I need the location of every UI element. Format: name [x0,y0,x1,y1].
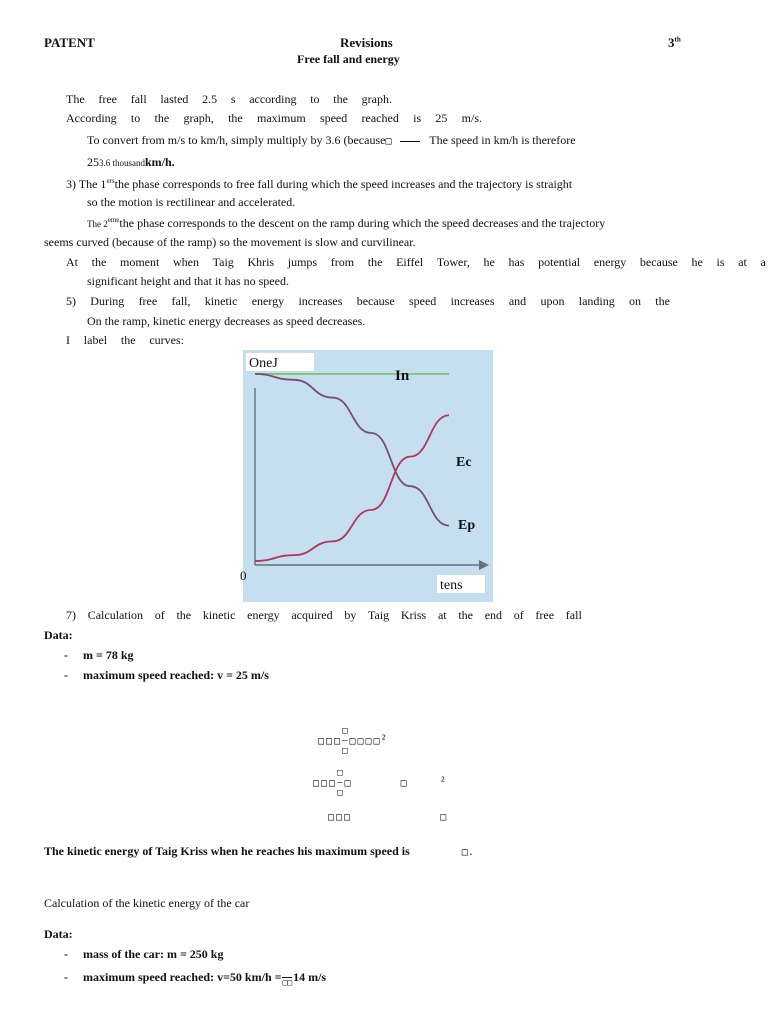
word: on [629,294,642,308]
word: increases [450,294,495,308]
word: the [458,608,473,622]
word: to [130,111,141,125]
word: of [513,608,524,622]
word: speed [408,294,437,308]
word: by [344,608,357,622]
word: because [639,255,678,269]
word: 2.5 [202,92,218,106]
word: the [333,92,348,106]
word: according [249,92,297,106]
word: During [90,294,125,308]
data-heading-2: Data: [44,927,73,941]
header-left: PATENT [44,35,95,50]
word: energy [251,294,285,308]
word: increases [298,294,343,308]
word: he [691,255,703,269]
word: Taig [212,255,234,269]
word: curves: [149,333,184,347]
word: energy [247,608,280,622]
bullet-mass: - m = 78 kg [64,648,134,662]
header-center: Revisions [340,35,393,50]
word: at [437,608,447,622]
word: potential [538,255,581,269]
conclusion-text: The kinetic energy of Taig Kriss when he reaches his maximum speed is □. [44,844,474,858]
word: kinetic [202,608,236,622]
word: a [760,255,766,269]
word: Taig [368,608,390,622]
word: free [98,92,118,106]
word: fall [130,92,147,106]
bullet-speed: - maximum speed reached: v = 25 m/s [64,668,269,682]
word: fall [565,608,582,622]
word: is [716,255,725,269]
word: jumps [287,255,318,269]
equation-line-2: □□□□ — □□ □ $^2$ [313,768,447,798]
word: free [535,608,555,622]
word: The [66,92,85,106]
word: upon [540,294,565,308]
word: he [483,255,495,269]
word: Kriss [400,608,427,622]
header-right: 3th [668,35,681,50]
word: label [83,333,108,347]
word: graph, [183,111,214,125]
word: the [228,111,243,125]
line-8: seems curved (because of the ramp) so the movement is slow and curvilinear. [44,235,416,249]
line-3: To convert from m/s to km/h, simply multiply by 3.6 (because□ The speed in km/h is therefore [87,133,576,147]
line-1 [66,92,392,107]
chart-xlabel: tens [440,578,463,593]
line-5: 3) The 1ersthe phase corresponds to free fall during which the speed increases and the trajectory is straight [66,177,573,191]
line-14 [66,608,582,623]
chart-background [243,350,493,602]
word: s [230,92,236,106]
word: kinetic [204,294,238,308]
word: the [120,333,136,347]
line-2 [66,111,482,126]
word: reached [361,111,399,125]
word: moment [119,255,160,269]
word: from [330,255,355,269]
line-10: significant height and that it has no speed. [87,274,289,288]
line-13 [66,333,184,348]
origin-label: 0 [240,568,247,583]
line-12: On the ramp, kinetic energy decreases as speed decreases. [87,314,366,328]
word: the [367,255,383,269]
word: lasted [160,92,189,106]
line-11 [66,294,670,309]
series-label-in: In [395,368,410,384]
word: the [176,608,192,622]
series-label-ec: Ec [456,455,472,470]
word: because [356,294,395,308]
word: speed [319,111,348,125]
chart-ylabel: OneJ [249,356,278,371]
energy-chart [240,350,493,602]
word: Calculation [87,608,144,622]
word: is [413,111,422,125]
word: graph. [361,92,392,106]
series-label-ep: Ep [458,518,476,533]
word: Tower, [436,255,470,269]
word: the [154,111,170,125]
word: acquired [291,608,333,622]
word: the [655,294,670,308]
word: energy [593,255,627,269]
word: At [66,255,78,269]
word: and [508,294,527,308]
page-subtitle: Free fall and energy [297,52,400,66]
word: when [172,255,199,269]
word: Khris [247,255,275,269]
line-6: so the motion is rectilinear and accelerated. [87,195,296,209]
data-heading-1: Data: [44,628,73,642]
word: 25 [435,111,448,125]
word: the [91,255,107,269]
word: of [154,608,165,622]
word: Eiffel [396,255,424,269]
word: fall, [171,294,191,308]
line-4: 253.6 thousandkm/h. [87,155,175,169]
word: m/s. [461,111,482,125]
equation-line-1: □□□□ — □□□□□$^2$ [318,726,388,756]
word: has [508,255,525,269]
word: I [66,333,70,347]
line-7: The 2emethe phase corresponds to the descent on the ramp during which the speed decreases and the trajectory [87,216,606,230]
word: to [310,92,320,106]
car-section-title: Calculation of the kinetic energy of the car [44,896,250,910]
bullet-car-mass: - mass of the car: m = 250 kg [64,947,224,961]
word: end [484,608,503,622]
word: landing [578,294,615,308]
word: According [66,111,117,125]
word: 5) [66,294,76,308]
word: at [738,255,747,269]
word: maximum [257,111,306,125]
equation-line-3: □□□ □ [328,812,449,823]
word: free [138,294,158,308]
word: 7) [66,608,76,622]
line-9 [66,255,766,270]
bullet-car-speed: - maximum speed reached: v=50 km/h =□□14 m/s [64,970,327,987]
